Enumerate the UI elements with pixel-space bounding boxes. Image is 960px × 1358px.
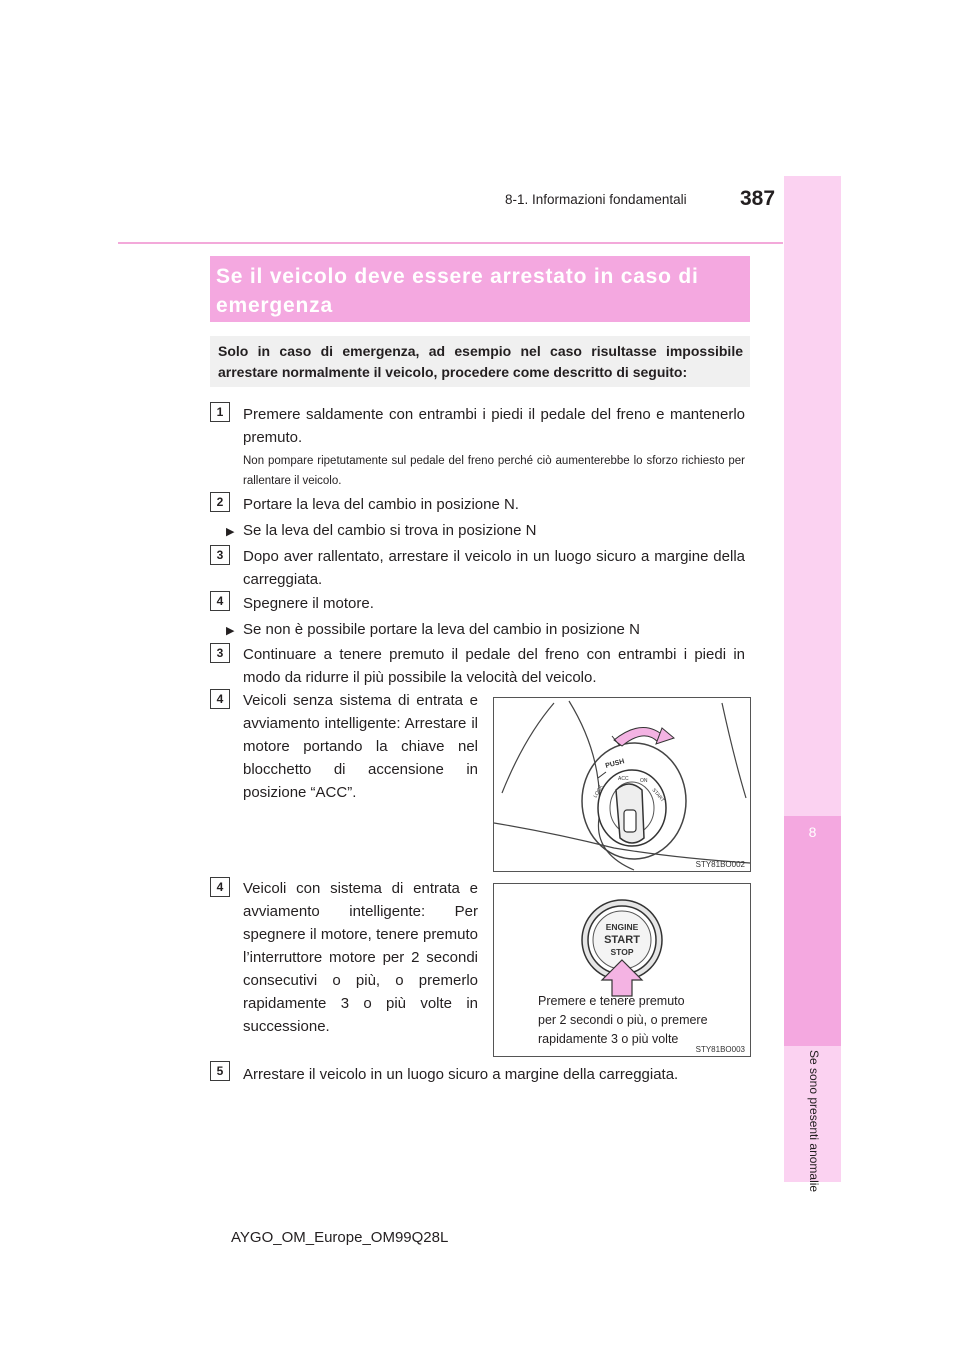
key-cylinder-illustration xyxy=(494,698,750,871)
start-label: START xyxy=(604,934,640,946)
header-divider xyxy=(118,242,783,244)
section-title: 8-1. Informazioni fondamentali xyxy=(505,192,687,207)
triangle-bullet-icon: ▶ xyxy=(226,526,235,538)
caption-line-2: per 2 secondi o più, o premere xyxy=(538,1013,708,1027)
intro-text: Solo in caso di emergenza, ad esempio nel caso risultasse impossibile arrestare normalmente il veicolo, procedere come descritto di seguito: xyxy=(218,343,743,380)
step-badge-3b: 3 xyxy=(210,643,230,663)
chapter-title xyxy=(784,1050,841,1193)
ring-label-acc: ACC xyxy=(618,776,629,782)
push-label: PUSH xyxy=(604,758,626,770)
figure-2-caption xyxy=(538,992,708,1049)
step-4c-text: Veicoli con sistema di entrata e avviamento intelligente: Per spegnere il motore, tenere premuto l’interruttore motore per 2 secondi consecutivi o più, o premerlo rapidamente 3 o più volte in successione. xyxy=(243,880,478,1035)
step-badge-1: 1 xyxy=(210,402,230,422)
caption-line-1: Premere e tenere premuto xyxy=(538,994,685,1008)
page-number: 387 xyxy=(740,187,776,210)
step-badge-4a: 4 xyxy=(210,591,230,611)
page-title-line1: Se il veicolo deve essere arrestato in caso di xyxy=(216,265,699,288)
step-2-text: Portare la leva del cambio in posizione N. xyxy=(243,496,519,513)
case-1-heading: Se la leva del cambio si trova in posizione N xyxy=(243,522,537,539)
step-4a-text: Spegnere il motore. xyxy=(243,595,374,612)
step-1-text: Premere saldamente con entrambi i piedi il pedale del freno e mantenerlo premuto. xyxy=(243,406,745,446)
ring-label-lock: LOCK xyxy=(592,784,605,799)
ring-label-on: ON xyxy=(640,778,648,784)
page-title-line2: emergenza xyxy=(216,294,333,317)
step-3b-text: Continuare a tenere premuto il pedale del freno con entrambi i piedi in modo da ridurre il più possibile la velocità del veicolo. xyxy=(243,646,745,686)
triangle-bullet-icon: ▶ xyxy=(226,625,235,637)
step-badge-3a: 3 xyxy=(210,545,230,565)
case-2-heading: Se non è possibile portare la leva del cambio in posizione N xyxy=(243,621,640,638)
step-badge-4b: 4 xyxy=(210,689,230,709)
page-title xyxy=(216,262,746,320)
chapter-tab-highlight xyxy=(784,816,841,1046)
step-5-text: Arrestare il veicolo in un luogo sicuro a margine della carreggiata. xyxy=(243,1066,679,1083)
step-1-note: Non pompare ripetutamente sul pedale del freno perché ciò aumenterebbe lo sforzo richiesto per rallentare il veicolo. xyxy=(243,455,745,487)
ring-label-start: START xyxy=(650,787,666,804)
document-code: AYGO_OM_Europe_OM99Q28L xyxy=(231,1229,449,1246)
chapter-number: 8 xyxy=(808,824,817,840)
step-badge-5: 5 xyxy=(210,1061,230,1081)
chapter-title-text: Se sono presenti anomalie xyxy=(806,1050,821,1193)
engine-label: ENGINE xyxy=(605,922,639,932)
figure-key-cylinder xyxy=(493,697,751,872)
step-badge-4c: 4 xyxy=(210,877,230,897)
caption-line-3: rapidamente 3 o più volte xyxy=(538,1032,679,1046)
step-badge-2: 2 xyxy=(210,492,230,512)
step-3a-text: Dopo aver rallentato, arrestare il veicolo in un luogo sicuro a margine della carreggiata. xyxy=(243,548,745,588)
figure-engine-button xyxy=(493,883,751,1057)
figure-1-code: STY81BO002 xyxy=(695,860,745,869)
figure-2-code: STY81BO003 xyxy=(695,1045,745,1054)
stop-label: STOP xyxy=(610,947,634,957)
step-4b-text: Veicoli senza sistema di entrata e avviamento intelligente: Arrestare il motore portando la chiave nel blocchetto di accensione in posizione “ACC”. xyxy=(243,692,478,801)
